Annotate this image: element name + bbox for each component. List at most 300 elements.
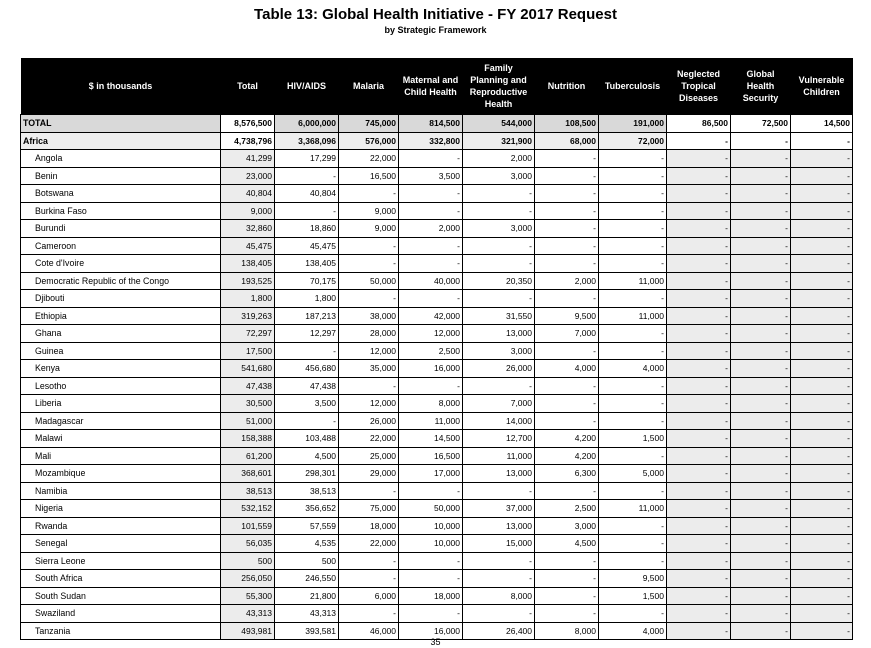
table-cell: 13,000 <box>463 325 535 343</box>
column-header: Total <box>221 58 275 115</box>
table-title: Table 13: Global Health Initiative - FY 2017 Request <box>254 6 617 23</box>
table-row <box>21 325 853 343</box>
table-cell: 4,500 <box>275 447 339 465</box>
table-cell: - <box>599 605 667 623</box>
table-cell: - <box>667 220 731 238</box>
table-cell: - <box>275 342 339 360</box>
table-cell: - <box>535 377 599 395</box>
column-header: Neglected Tropical Diseases <box>667 58 731 115</box>
table-cell: 50,000 <box>339 272 399 290</box>
table-cell: - <box>599 220 667 238</box>
table-cell: 4,000 <box>535 360 599 378</box>
table-cell: - <box>599 447 667 465</box>
column-header: HIV/AIDS <box>275 58 339 115</box>
table-cell: 3,000 <box>463 342 535 360</box>
table-cell: 814,500 <box>399 115 463 133</box>
table-cell: 86,500 <box>667 115 731 133</box>
table-cell: - <box>339 482 399 500</box>
table-cell: - <box>731 465 791 483</box>
table-cell: - <box>731 342 791 360</box>
table-row <box>21 255 853 273</box>
table-cell: 18,860 <box>275 220 339 238</box>
budget-table <box>20 58 853 640</box>
row-label: Angola <box>21 150 221 168</box>
table-cell: 2,000 <box>535 272 599 290</box>
table-cell: 9,000 <box>339 202 399 220</box>
table-cell: 16,500 <box>339 167 399 185</box>
table-cell: - <box>791 132 853 150</box>
table-cell: - <box>599 517 667 535</box>
table-cell: - <box>535 150 599 168</box>
table-cell: 16,000 <box>399 622 463 640</box>
table-cell: 4,738,796 <box>221 132 275 150</box>
table-row <box>21 360 853 378</box>
table-cell: 3,368,096 <box>275 132 339 150</box>
table-cell: 9,500 <box>535 307 599 325</box>
table-cell: - <box>791 150 853 168</box>
table-cell: - <box>599 290 667 308</box>
table-cell: 72,000 <box>599 132 667 150</box>
table-row <box>21 132 853 150</box>
table-cell: 321,900 <box>463 132 535 150</box>
table-cell: - <box>339 552 399 570</box>
table-cell: 456,680 <box>275 360 339 378</box>
table-cell: - <box>791 570 853 588</box>
table-cell: - <box>667 430 731 448</box>
table-row <box>21 237 853 255</box>
table-cell: 14,500 <box>399 430 463 448</box>
row-label: Benin <box>21 167 221 185</box>
table-cell: 8,000 <box>535 622 599 640</box>
table-cell: - <box>339 237 399 255</box>
row-label: Guinea <box>21 342 221 360</box>
table-row <box>21 517 853 535</box>
row-label: TOTAL <box>21 115 221 133</box>
table-cell: 11,000 <box>599 500 667 518</box>
table-cell: - <box>791 430 853 448</box>
table-cell: 544,000 <box>463 115 535 133</box>
table-cell: - <box>731 447 791 465</box>
table-cell: - <box>535 412 599 430</box>
table-cell: - <box>667 255 731 273</box>
table-cell: - <box>731 272 791 290</box>
table-cell: - <box>399 377 463 395</box>
table-cell: - <box>599 255 667 273</box>
table-cell: 40,804 <box>221 185 275 203</box>
table-cell: - <box>535 290 599 308</box>
table-cell: - <box>791 412 853 430</box>
table-cell: 40,804 <box>275 185 339 203</box>
row-label: Burundi <box>21 220 221 238</box>
table-cell: 5,000 <box>599 465 667 483</box>
row-label: South Sudan <box>21 587 221 605</box>
table-cell: 2,000 <box>463 150 535 168</box>
table-cell: 298,301 <box>275 465 339 483</box>
table-cell: 191,000 <box>599 115 667 133</box>
table-cell: - <box>535 587 599 605</box>
table-row <box>21 587 853 605</box>
table-cell: - <box>731 132 791 150</box>
table-cell: - <box>731 255 791 273</box>
table-cell: - <box>791 395 853 413</box>
table-row <box>21 552 853 570</box>
table-cell: 319,263 <box>221 307 275 325</box>
table-cell: - <box>535 605 599 623</box>
table-subtitle: by Strategic Framework <box>384 25 487 35</box>
table-cell: 8,576,500 <box>221 115 275 133</box>
table-cell: - <box>731 360 791 378</box>
table-cell: - <box>667 167 731 185</box>
row-label: Malawi <box>21 430 221 448</box>
table-cell: 47,438 <box>221 377 275 395</box>
table-cell: 13,000 <box>463 517 535 535</box>
table-cell: - <box>731 605 791 623</box>
table-cell: 61,200 <box>221 447 275 465</box>
table-cell: 576,000 <box>339 132 399 150</box>
row-label: Burkina Faso <box>21 202 221 220</box>
row-label: Cote d'Ivoire <box>21 255 221 273</box>
table-row <box>21 500 853 518</box>
table-cell: 16,500 <box>399 447 463 465</box>
table-row <box>21 342 853 360</box>
table-cell: - <box>667 517 731 535</box>
table-cell: 1,500 <box>599 430 667 448</box>
table-cell: - <box>667 605 731 623</box>
table-cell: 22,000 <box>339 535 399 553</box>
table-cell: 745,000 <box>339 115 399 133</box>
table-cell: 4,200 <box>535 430 599 448</box>
table-cell: - <box>791 622 853 640</box>
row-label: Ethiopia <box>21 307 221 325</box>
table-cell: - <box>463 482 535 500</box>
table-cell: - <box>599 412 667 430</box>
table-cell: - <box>667 447 731 465</box>
table-cell: 47,438 <box>275 377 339 395</box>
table-cell: - <box>599 150 667 168</box>
table-cell: - <box>667 395 731 413</box>
table-cell: - <box>339 605 399 623</box>
table-cell: - <box>463 202 535 220</box>
table-cell: 11,000 <box>463 447 535 465</box>
row-label: Mozambique <box>21 465 221 483</box>
table-cell: 532,152 <box>221 500 275 518</box>
row-label: Namibia <box>21 482 221 500</box>
table-cell: - <box>791 535 853 553</box>
table-cell: - <box>535 202 599 220</box>
table-cell: 9,000 <box>339 220 399 238</box>
table-cell: 22,000 <box>339 430 399 448</box>
column-header: Nutrition <box>535 58 599 115</box>
table-cell: - <box>731 570 791 588</box>
table-cell: - <box>791 517 853 535</box>
table-cell: 50,000 <box>399 500 463 518</box>
table-cell: 108,500 <box>535 115 599 133</box>
table-cell: - <box>731 395 791 413</box>
table-cell: - <box>731 552 791 570</box>
table-cell: 2,500 <box>535 500 599 518</box>
row-label: Africa <box>21 132 221 150</box>
table-cell: - <box>399 185 463 203</box>
table-cell: - <box>731 622 791 640</box>
table-cell: 40,000 <box>399 272 463 290</box>
table-cell: 101,559 <box>221 517 275 535</box>
table-cell: 500 <box>221 552 275 570</box>
table-cell: - <box>667 412 731 430</box>
table-row <box>21 167 853 185</box>
table-cell: 17,000 <box>399 465 463 483</box>
table-cell: - <box>667 552 731 570</box>
table-cell: 72,500 <box>731 115 791 133</box>
table-cell: - <box>535 395 599 413</box>
table-cell: - <box>399 570 463 588</box>
table-cell: 15,000 <box>463 535 535 553</box>
table-cell: 17,500 <box>221 342 275 360</box>
table-cell: 11,000 <box>399 412 463 430</box>
table-cell: 13,000 <box>463 465 535 483</box>
table-row <box>21 115 853 133</box>
table-cell: - <box>463 237 535 255</box>
table-cell: - <box>731 237 791 255</box>
table-cell: - <box>791 360 853 378</box>
table-cell: - <box>731 167 791 185</box>
table-cell: 6,000,000 <box>275 115 339 133</box>
table-cell: 7,000 <box>535 325 599 343</box>
column-header: Global Health Security <box>731 58 791 115</box>
table-cell: - <box>667 377 731 395</box>
row-label: Senegal <box>21 535 221 553</box>
table-cell: 56,035 <box>221 535 275 553</box>
table-cell: 45,475 <box>275 237 339 255</box>
table-body <box>21 115 853 640</box>
table-cell: - <box>791 185 853 203</box>
table-cell: - <box>399 482 463 500</box>
row-label: Cameroon <box>21 237 221 255</box>
table-cell: 541,680 <box>221 360 275 378</box>
table-cell: - <box>535 255 599 273</box>
table-cell: 18,000 <box>339 517 399 535</box>
table-cell: 43,313 <box>275 605 339 623</box>
table-cell: 75,000 <box>339 500 399 518</box>
table-cell: 10,000 <box>399 535 463 553</box>
table-cell: 38,000 <box>339 307 399 325</box>
table-cell: 3,000 <box>535 517 599 535</box>
table-cell: - <box>535 570 599 588</box>
table-cell: 26,000 <box>339 412 399 430</box>
table-cell: 8,000 <box>463 587 535 605</box>
table-cell: - <box>667 202 731 220</box>
table-cell: - <box>667 272 731 290</box>
table-cell: 42,000 <box>399 307 463 325</box>
table-cell: 26,400 <box>463 622 535 640</box>
table-cell: - <box>599 202 667 220</box>
table-cell: - <box>791 307 853 325</box>
table-cell: 3,500 <box>275 395 339 413</box>
table-cell: 11,000 <box>599 307 667 325</box>
table-cell: 4,000 <box>599 622 667 640</box>
table-cell: 1,800 <box>221 290 275 308</box>
table-cell: 45,475 <box>221 237 275 255</box>
table-cell: - <box>399 150 463 168</box>
row-label: Djibouti <box>21 290 221 308</box>
table-cell: - <box>791 290 853 308</box>
table-cell: - <box>667 500 731 518</box>
table-cell: - <box>535 342 599 360</box>
table-cell: - <box>731 290 791 308</box>
table-cell: - <box>599 482 667 500</box>
table-cell: 368,601 <box>221 465 275 483</box>
table-cell: - <box>667 535 731 553</box>
table-cell: 356,652 <box>275 500 339 518</box>
table-cell: - <box>667 132 731 150</box>
table-row <box>21 202 853 220</box>
table-cell: 21,800 <box>275 587 339 605</box>
table-row <box>21 150 853 168</box>
table-cell: - <box>731 587 791 605</box>
table-row <box>21 377 853 395</box>
table-cell: 1,500 <box>599 587 667 605</box>
table-cell: - <box>731 517 791 535</box>
table-cell: - <box>667 570 731 588</box>
table-cell: 4,535 <box>275 535 339 553</box>
column-header: Maternal and Child Health <box>399 58 463 115</box>
table-cell: 28,000 <box>339 325 399 343</box>
table-cell: - <box>339 255 399 273</box>
table-cell: - <box>791 465 853 483</box>
table-cell: 9,000 <box>221 202 275 220</box>
table-cell: - <box>339 290 399 308</box>
table-cell: - <box>535 482 599 500</box>
table-cell: 38,513 <box>275 482 339 500</box>
table-cell: - <box>791 482 853 500</box>
row-label: Botswana <box>21 185 221 203</box>
table-cell: - <box>599 535 667 553</box>
table-cell: 256,050 <box>221 570 275 588</box>
table-cell: - <box>399 255 463 273</box>
table-cell: 187,213 <box>275 307 339 325</box>
row-label: Democratic Republic of the Congo <box>21 272 221 290</box>
row-label: Lesotho <box>21 377 221 395</box>
table-cell: - <box>399 290 463 308</box>
table-cell: 72,297 <box>221 325 275 343</box>
table-cell: 4,500 <box>535 535 599 553</box>
table-cell: 12,000 <box>339 395 399 413</box>
table-cell: 20,350 <box>463 272 535 290</box>
table-cell: - <box>399 237 463 255</box>
table-cell: 41,299 <box>221 150 275 168</box>
table-cell: 2,000 <box>399 220 463 238</box>
table-cell: - <box>599 377 667 395</box>
table-row <box>21 185 853 203</box>
table-cell: 12,700 <box>463 430 535 448</box>
table-cell: 6,300 <box>535 465 599 483</box>
table-cell: - <box>791 552 853 570</box>
table-row <box>21 290 853 308</box>
row-label: Kenya <box>21 360 221 378</box>
table-cell: - <box>791 605 853 623</box>
table-cell: - <box>791 342 853 360</box>
table-cell: - <box>535 167 599 185</box>
table-cell: 12,000 <box>399 325 463 343</box>
table-cell: - <box>535 237 599 255</box>
table-cell: 35,000 <box>339 360 399 378</box>
table-cell: - <box>535 220 599 238</box>
table-cell: 31,550 <box>463 307 535 325</box>
column-header: Tuberculosis <box>599 58 667 115</box>
table-cell: - <box>399 605 463 623</box>
table-cell: 22,000 <box>339 150 399 168</box>
table-cell: - <box>339 377 399 395</box>
table-cell: 493,981 <box>221 622 275 640</box>
table-row <box>21 272 853 290</box>
table-cell: - <box>599 325 667 343</box>
table-cell: - <box>667 237 731 255</box>
table-cell: 37,000 <box>463 500 535 518</box>
table-cell: - <box>731 535 791 553</box>
table-cell: 7,000 <box>463 395 535 413</box>
table-row <box>21 570 853 588</box>
table-row <box>21 465 853 483</box>
table-cell: 18,000 <box>399 587 463 605</box>
table-cell: 14,500 <box>791 115 853 133</box>
table-cell: 46,000 <box>339 622 399 640</box>
table-cell: - <box>731 500 791 518</box>
table-cell: - <box>463 185 535 203</box>
table-cell: - <box>463 377 535 395</box>
table-cell: 393,581 <box>275 622 339 640</box>
table-row <box>21 535 853 553</box>
table-cell: 138,405 <box>221 255 275 273</box>
table-cell: 30,500 <box>221 395 275 413</box>
table-cell: 25,000 <box>339 447 399 465</box>
row-label: South Africa <box>21 570 221 588</box>
table-cell: - <box>667 482 731 500</box>
table-cell: - <box>791 325 853 343</box>
table-cell: - <box>667 325 731 343</box>
table-cell: - <box>731 202 791 220</box>
table-cell: 138,405 <box>275 255 339 273</box>
table-cell: - <box>791 377 853 395</box>
table-cell: - <box>535 552 599 570</box>
table-cell: 193,525 <box>221 272 275 290</box>
table-cell: 14,000 <box>463 412 535 430</box>
table-cell: 11,000 <box>599 272 667 290</box>
table-cell: - <box>275 167 339 185</box>
table-cell: 12,297 <box>275 325 339 343</box>
table-cell: - <box>275 202 339 220</box>
table-cell: 26,000 <box>463 360 535 378</box>
table-cell: - <box>731 325 791 343</box>
table-cell: 6,000 <box>339 587 399 605</box>
column-header: Vulnerable Children <box>791 58 853 115</box>
row-label: Madagascar <box>21 412 221 430</box>
table-cell: 32,860 <box>221 220 275 238</box>
table-row <box>21 412 853 430</box>
table-cell: 3,000 <box>463 167 535 185</box>
table-cell: 57,559 <box>275 517 339 535</box>
table-cell: - <box>667 622 731 640</box>
table-cell: 10,000 <box>399 517 463 535</box>
table-cell: 2,500 <box>399 342 463 360</box>
table-cell: 38,513 <box>221 482 275 500</box>
table-cell: 70,175 <box>275 272 339 290</box>
table-cell: 4,200 <box>535 447 599 465</box>
table-cell: 103,488 <box>275 430 339 448</box>
table-row <box>21 395 853 413</box>
table-cell: 23,000 <box>221 167 275 185</box>
table-cell: - <box>599 237 667 255</box>
table-cell: - <box>731 412 791 430</box>
table-cell: 12,000 <box>339 342 399 360</box>
